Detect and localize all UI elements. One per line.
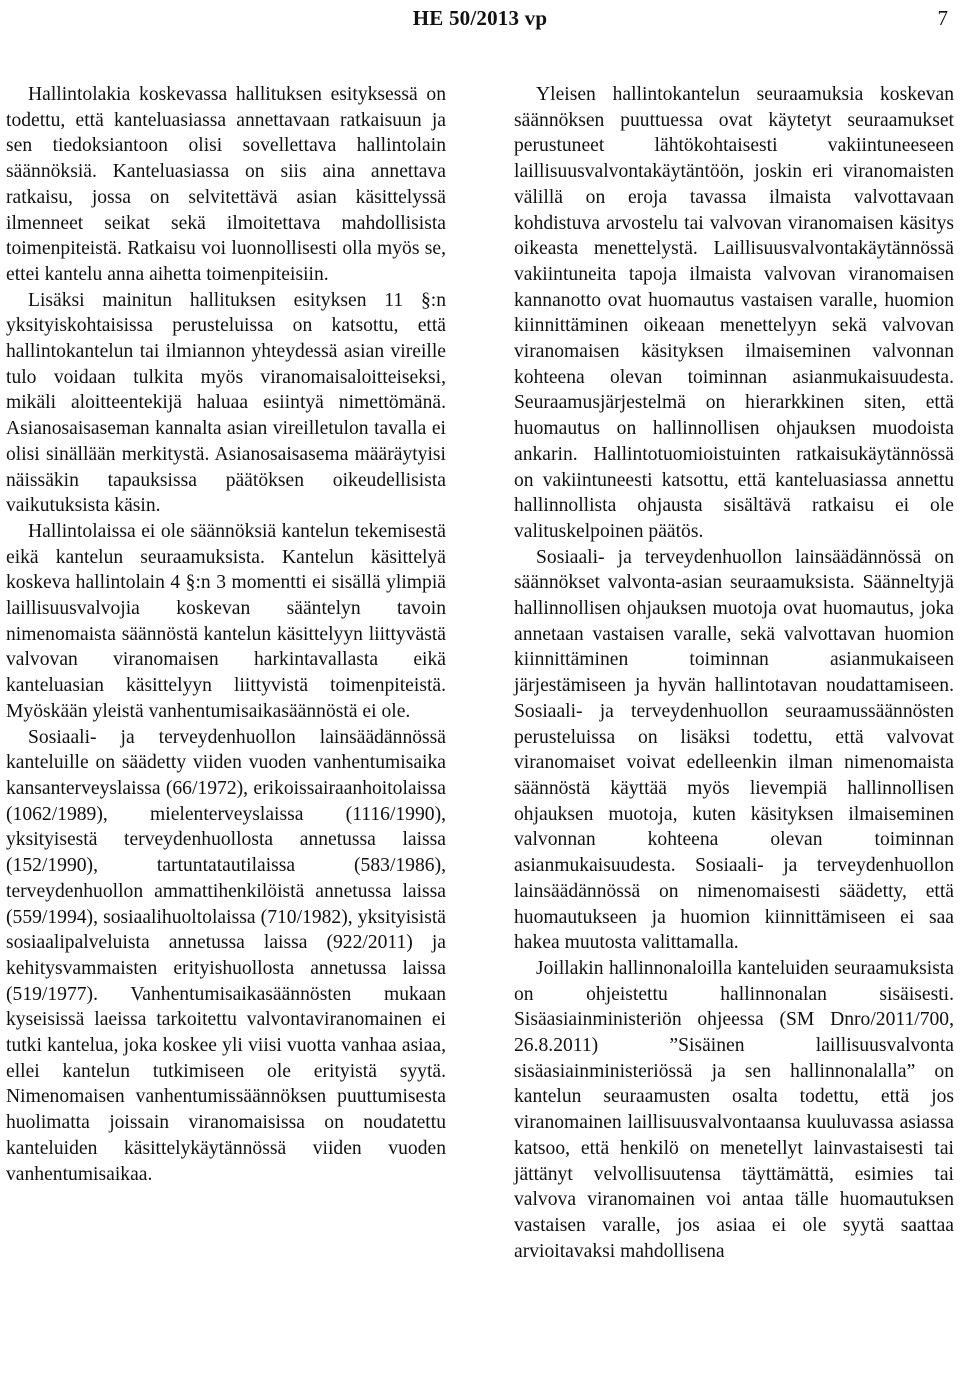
paragraph: Joillakin hallinnonaloilla kanteluiden seuraamuksista on ohjeistettu hallinnonalan sisäisesti. Sisäasiainministeriön ohjeessa (SM Dnro/2011/700, 26.8.2011) ”Sisäinen laillisuusvalvonta sisäasiainministeriössä ja sen hallinnonalalla” on kantelun seuraamusten osalta todettu, että jos viranomainen laillisuusvalvontaansa kuuluvassa asiassa katsoo, että henkilö on menetellyt lainvastaisesti tai jättänyt velvollisuutensa täyttämättä, esimies tai valvova viranomainen voi antaa tälle huomautuksen vastaisen varalle, jos asiaa ei ole syytä saattaa arvioitavaksi mahdollisena (514, 957, 954, 1262)
paragraph: Hallintolakia koskevassa hallituksen esityksessä on todettu, että kanteluasiassa annettavaan ratkaisuun ja sen tiedoksiantoon olisi sovellettava hallintolain säännöksiä. Kanteluasiassa on siis aina annettava ratkaisu, jossa on selvitettävä asian käsittelyssä ilmenneet seikat sekä ilmoitettava mahdollisista toimenpiteistä. Ratkaisu voi luonnollisesti olla myös se, ettei kantelu anna aihetta toimenpiteisiin. (6, 84, 446, 285)
left-column (6, 82, 446, 1187)
paragraph: Sosiaali- ja terveydenhuollon lainsäädännössä on säännökset valvonta-asian seuraamuksista. Säänneltyjä hallinnollisen ohjauksen muotoja ovat huomautus, joka annetaan vastaisen varalle, sekä valvottavan huomion kiinnittäminen toiminnan asianmukaiseen järjestämiseen ja hyvän hallintotavan noudattamiseen. Sosiaali- ja terveydenhuollon seuraamussäännösten perusteluissa on lisäksi todettu, että valvovat viranomaiset voivat edelleenkin ilman nimenomaista säännöstä käyttää myös lievempiä hallinnollisen ohjauksen muotoja, kuten käsityksen ilmaiseminen valvonnan kohteena olevan toiminnan asianmukaisuudesta. Sosiaali- ja terveydenhuollon lainsäädännössä on nimenomaisesti säädetty, että huomautukseen ja huomion kiinnittämiseen ei saa hakea muutosta valittamalla. (514, 546, 954, 954)
page-header (0, 4, 960, 34)
paragraph: Hallintolaissa ei ole säännöksiä kantelun tekemisestä eikä kantelun seuraamuksista. Kantelun käsittelyä koskeva hallintolain 4 §:n 3 momentti ei sisällä ylimpiä laillisuusvalvojia koskevan sääntelyn tavoin nimenomaista säännöstä kantelun käsittelyyn liittyvästä valvovan viranomaisen harkintavallasta eikä kanteluasian käsittelyyn liittyvistä toimenpiteistä. Myöskään yleistä vanhentumisaikasäännöstä ei ole. (6, 520, 446, 722)
page-number: 7 (937, 6, 948, 30)
paragraph: Sosiaali- ja terveydenhuollon lainsäädännössä kanteluille on säädetty viiden vuoden vanhentumisaika kansanterveyslaissa (66/1972), erikoissairaanhoitolaissa (1062/1989), mielenterveyslaissa (1116/1990), yksityisestä terveydenhuollosta annetussa laissa (152/1990), tartuntatautilaissa (583/1986), terveydenhuollon ammattihenkilöistä annetussa laissa (559/1994), sosiaalihuoltolaissa (710/1982), yksityisistä sosiaalipalveluista annetussa laissa (922/2011) ja kehitysvammaisten erityishuollosta annetussa laissa (519/1977). Vanhentumisaikasäännösten mukaan kyseisissä laeissa tarkoitettu valvontaviranomainen ei tutki kantelua, joka koskee yli viisi vuotta vanhaa asiaa, ellei kantelun tutkimiseen ole erityistä syytä. Nimenomaisen vanhentumissäännöksen puuttumisesta huolimatta joissain viranomaisissa on noudatettu kanteluiden käsittelykäytännössä viiden vuoden vanhentumisaikaa. (6, 726, 446, 1185)
right-column (514, 82, 954, 1264)
paragraph: Lisäksi mainitun hallituksen esityksen 11 §:n yksityiskohtaisissa perusteluissa on katsottu, että hallintokantelun tai ilmiannon yhteydessä asian vireille tulo voidaan tulkita myös viranomaisaloitteiseksi, mikäli aloitteentekijä haluaa esiintyä nimettömänä. Asianosaisaseman kannalta asian vireilletulon tavalla ei olisi sinällään merkitystä. Asianosaisasema määräytyisi näissäkin tapauksissa päätöksen oikeudellisista vaikutuksista käsin. (6, 289, 446, 517)
document-id: HE 50/2013 vp (412, 6, 548, 30)
paragraph: Yleisen hallintokantelun seuraamuksia koskevan säännöksen puuttuessa ovat käytetyt seuraamukset perustuneet lähtökohtaisesti vakiintuneeseen laillisuusvalvontakäytäntöön, joskin eri viranomaisten välillä on eroja tavassa ilmaista valvottavaan kohdistuva arvostelu tai valvovan viranomaisen käsitys oikeasta menettelystä. Laillisuusvalvontakäytännössä vakiintuneita tapoja ilmaista valvovan viranomaisen kannanotto ovat huomautus vastaisen varalle, huomion kiinnittäminen oikeaan menettelyyn sekä valvovan viranomaisen käsityksen ilmaiseminen valvonnan kohteena olevan toiminnan asianmukaisuudesta. Seuraamusjärjestelmä on hierarkkinen siten, että huomautus on hallinnollisen ohjauksen muodoista ankarin. Hallintotuomioistuinten ratkaisukäytännössä on vakiintuneesti katsottu, että kanteluasiassa annettu hallinnollista ohjausta sisältävä ratkaisu ei ole valituskelpoinen päätös. (514, 84, 954, 542)
